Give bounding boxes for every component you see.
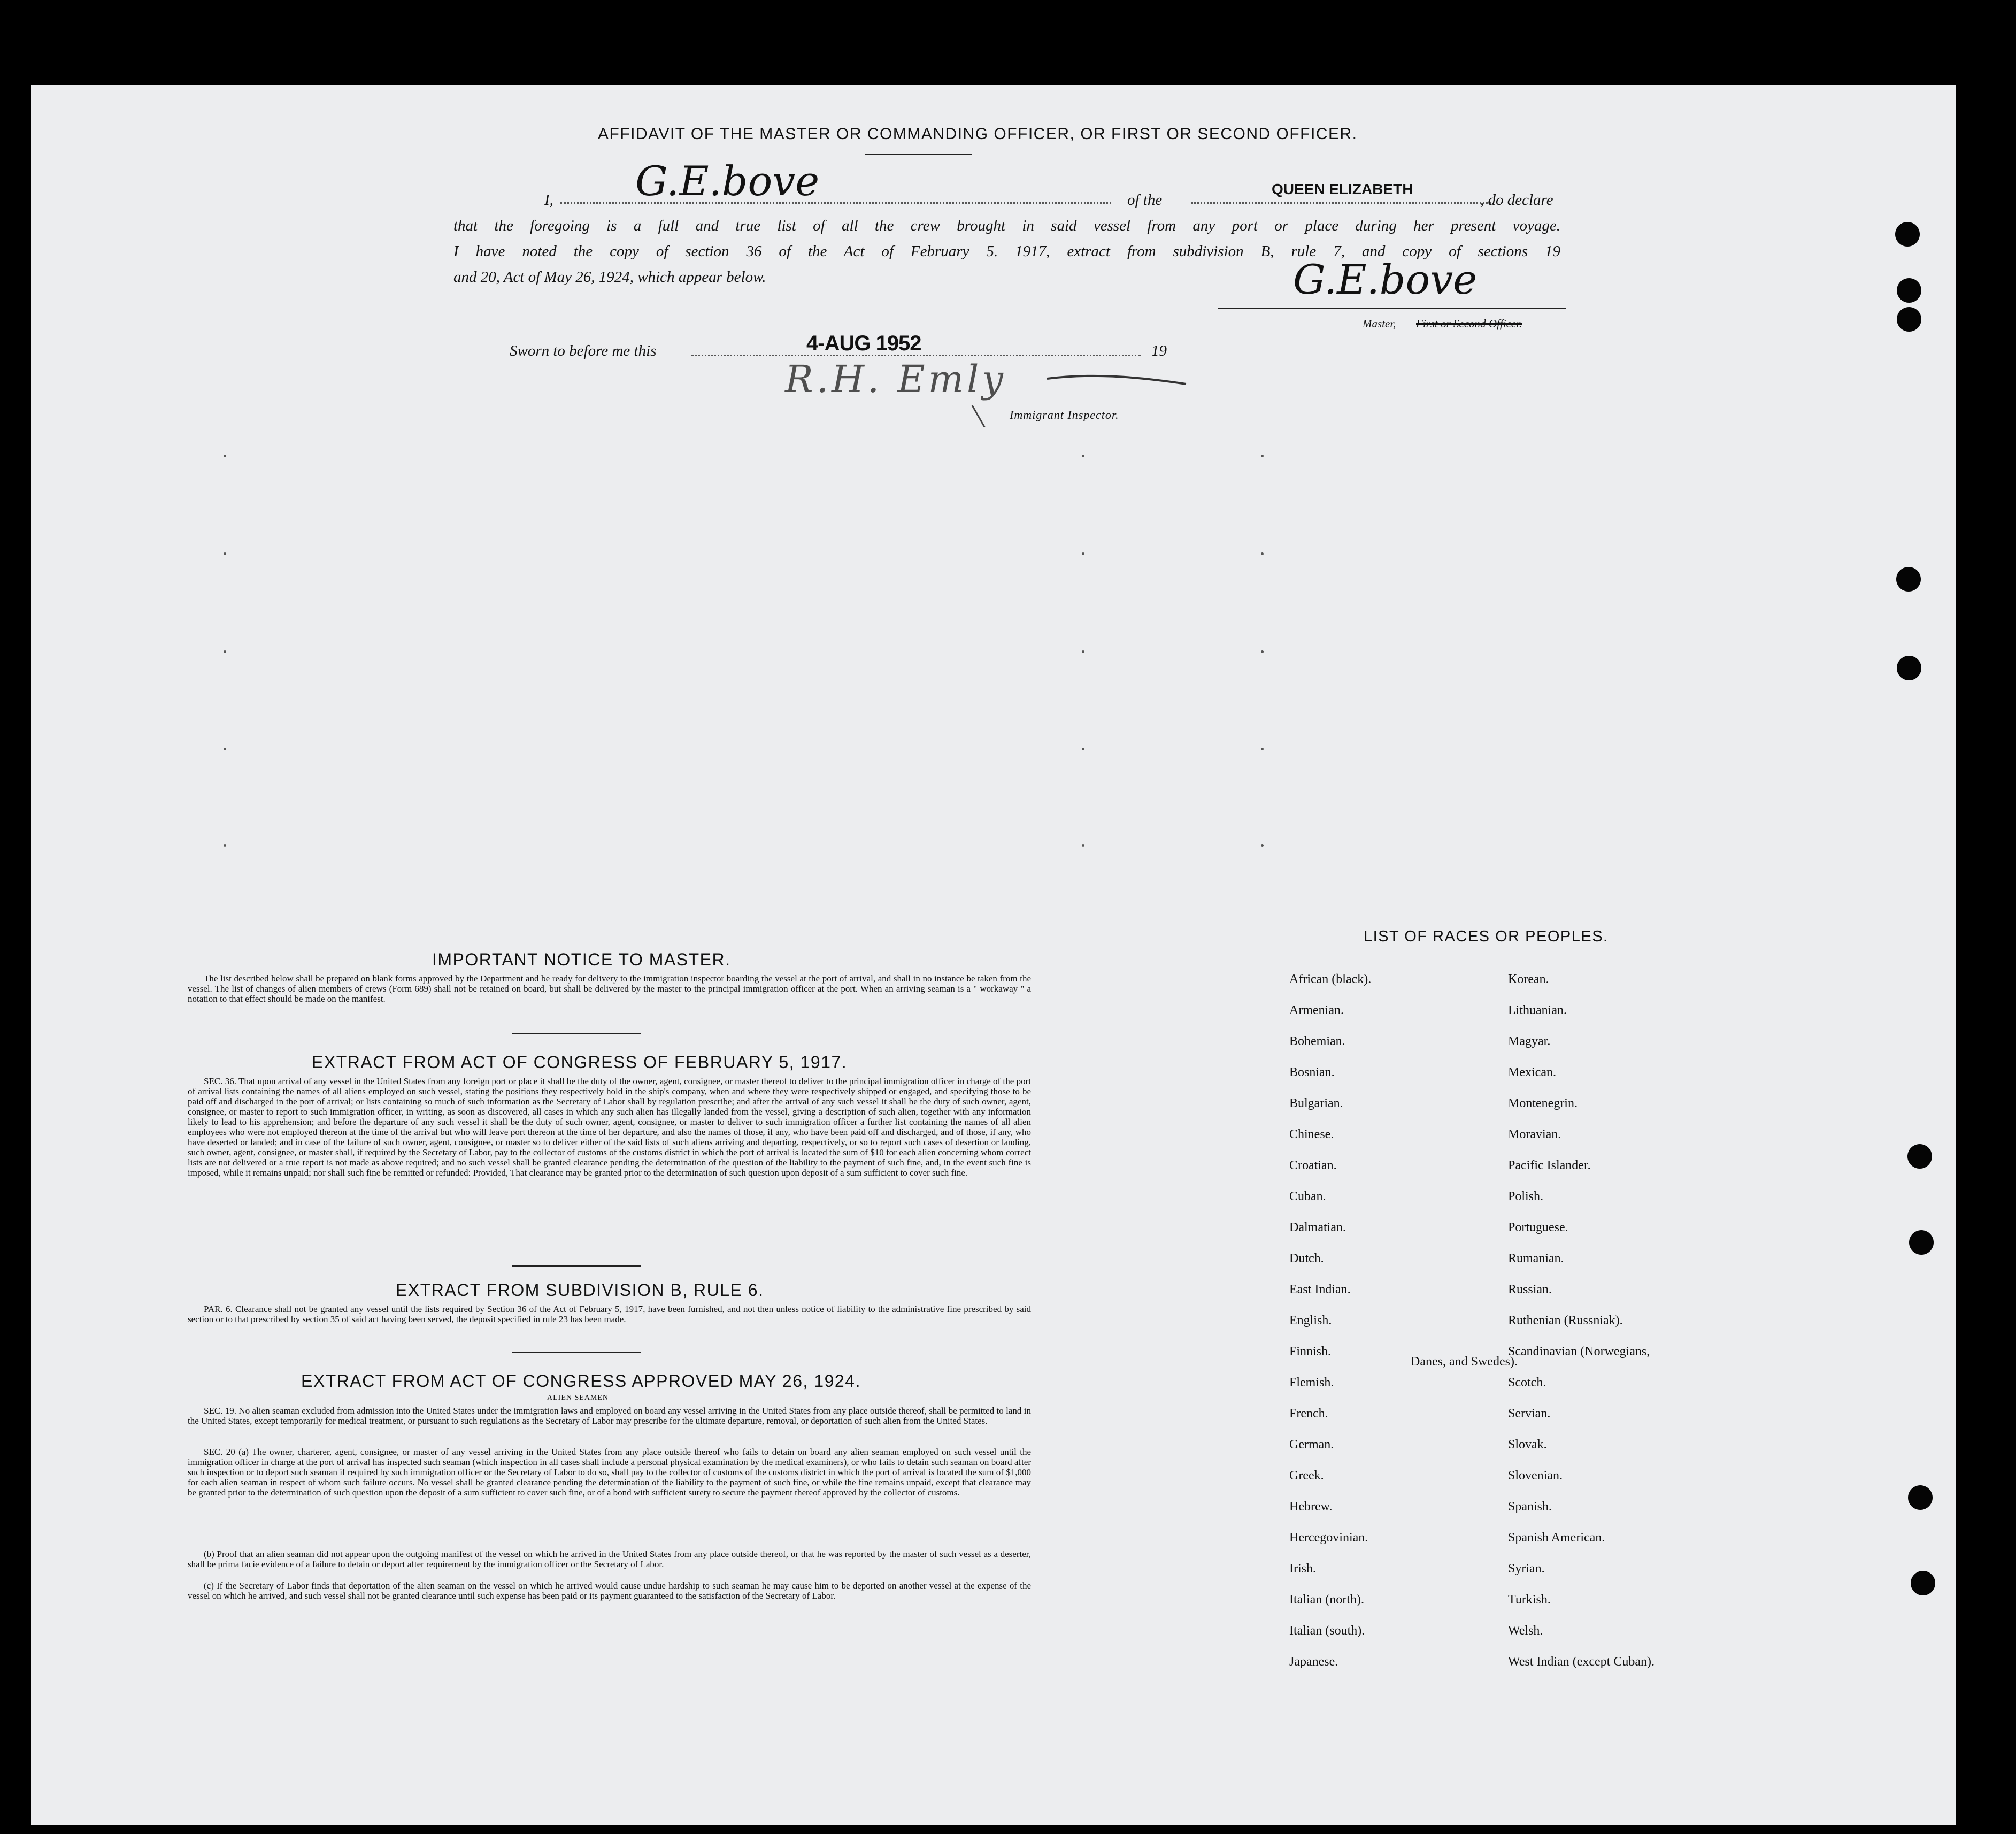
rule-6-rule [512,1352,641,1353]
struck-officer-label: First or Second Officer. [1416,317,1522,330]
race-item: Pacific Islander. [1508,1158,1591,1172]
race-item: Greek. [1289,1469,1324,1483]
race-item: Flemish. [1289,1376,1334,1390]
year-prefix: 19 [1151,342,1167,359]
race-item: Ruthenian (Russniak). [1508,1314,1623,1327]
race-item: Lithuanian. [1508,1003,1567,1017]
race-item: Servian. [1508,1407,1551,1421]
sec-20a-text: SEC. 20 (a) The owner, charterer, agent, consignee, or master of any vessel arriving in the United States from any place outside thereof who fails to detain on board any alien seaman employed on such vessel until the immigration officer in charge at the port of arrival has inspected such seaman (which inspection in all cases shall include a personal physical examination by the medical examiners), or who fails to detain such seaman on board after such inspection or to deport such seaman if required by such immigration officer or the Secretary of Labor to do so, shall pay to the collector of customs of the customs district in which the port of arrival is located the sum of $1,000 for each alien seaman in respect of whom such failure occurs. No vessel shall be granted clearance pending the determination of the liability to the payment of such fine, or while the fine remains unpaid, except that clearance may be granted prior to the determination of such question upon the deposit of a sum sufficient to cover such fine, or of a bond with sufficient surety to secure the payment thereof approved by the collector of customs. [188,1447,1031,1498]
race-item: Slovenian. [1508,1469,1563,1483]
punch-hole [1907,1144,1932,1169]
extract-1917-text: SEC. 36. That upon arrival of any vessel in the United States from any foreign port or place it shall be the duty of the owner, agent, consignee, or master thereof to deliver to the principal immigration officer in charge of the port of arrival lists containing the names of all aliens employed on such vessel, stating the positions they respectively hold in the ship's company, when and where they were respectively shipped or engaged, and specifying those to be paid off and discharged in the port of arrival; or lists containing so much of such information as the Secretary of Labor shall by regulation prescribe; and after the arrival of any such vessel it shall be the duty of such owner, agent, consignee, or master to report to such immigration officer, in writing, as soon as discovered, all cases in which any such alien has illegally landed from the vessel, giving a description of such alien, together with any information likely to lead to his apprehension; and before the departure of any such vessel it shall be the duty of such owner, agent, consignee, or master to deliver to such immigration officer a further list containing the names of all alien employees who were not employed thereon at the time of the arrival but who will leave port thereon at the time of her departure, and also the names of those, if any, who have been paid off and discharged, and of those, if any, who have deserted or landed; and in case of the failure of such owner, agent, consignee, or master so to deliver either of the said lists of such aliens arriving and departing, respectively, or so to report such cases of desertion or landing, such owner, agent, consignee, or master shall, if required by the Secretary of Labor, pay to the collector of customs of the customs district in which the port of arrival is located the sum of $10 for each alien concerning whom correct lists are not delivered or a true report is not made as above required; and no such vessel shall be granted clearance pending the determination of the question of the liability to the payment of such fine, and, in the event such fine is imposed, while it remains unpaid; nor shall such fine be remitted or refunded: Provided, That clearance may be granted prior to the determination of such question upon deposit of a sum sufficient to cover such fine. [188,1076,1031,1178]
race-item: Spanish. [1508,1500,1552,1514]
vessel-line [1191,202,1491,204]
race-item: Cuban. [1289,1190,1326,1203]
race-item: Moravian. [1508,1127,1561,1141]
race-item: Rumanian. [1508,1252,1564,1265]
master-name-signature: G.E.bove [635,157,820,205]
race-item: Bosnian. [1289,1065,1335,1079]
of-the-label: of the [1127,191,1163,209]
race-item: Turkish. [1508,1593,1551,1607]
affidavit-heading: AFFIDAVIT OF THE MASTER OR COMMANDING OFFICER, OR FIRST OR SECOND OFFICER. [598,125,1358,143]
sworn-label: Sworn to before me this [510,342,657,359]
race-item: Portuguese. [1508,1221,1568,1234]
master-signature: G.E.bove [1293,256,1478,303]
races-title: LIST OF RACES OR PEOPLES. [1364,928,1609,945]
race-item: Scandinavian (Norwegians, [1508,1345,1650,1359]
race-item: Hercegovinian. [1289,1531,1368,1545]
race-item: Montenegrin. [1508,1096,1578,1110]
race-item: Chinese. [1289,1127,1334,1141]
race-item: Hebrew. [1289,1500,1333,1514]
inspector-signature: R.H. Emly [785,357,1006,401]
race-item: Finnish. [1289,1345,1332,1359]
affidavit-line-4: and 20, Act of May 26, 1924, which appear below. [453,268,766,286]
race-item: Slovak. [1508,1438,1547,1452]
race-item: Spanish American. [1508,1531,1605,1545]
race-item: Dalmatian. [1289,1221,1346,1234]
rule-6-title: EXTRACT FROM SUBDIVISION B, RULE 6. [396,1280,764,1300]
i-label: I, [544,191,553,209]
do-declare-label: , do declare [1480,191,1553,209]
race-item: Bulgarian. [1289,1096,1343,1110]
race-item: Croatian. [1289,1158,1337,1172]
vessel-name: QUEEN ELIZABETH [1272,181,1413,197]
punch-hole [1897,278,1921,303]
extract-1917-rule [512,1265,641,1267]
extract-1924-title: EXTRACT FROM ACT OF CONGRESS APPROVED MAY 26, 1924. [301,1371,861,1391]
sec-20c-text: (c) If the Secretary of Labor finds that deportation of the alien seaman on the vessel on which he arrived would cause undue hardship to such seaman he may cause him to be deported on another vessel at the expense of the vessel on which he arrived, and such vessel shall not be granted clearance until such expense has been paid or its payment guaranteed to the satisfaction of the Secretary of Labor. [188,1580,1031,1601]
sworn-date-stamp: 4-AUG 1952 [806,332,921,355]
notice-title: IMPORTANT NOTICE TO MASTER. [432,950,731,969]
race-item: African (black). [1289,972,1372,986]
inspector-label: Immigrant Inspector. [1010,408,1119,421]
extract-1917-title: EXTRACT FROM ACT OF CONGRESS OF FEBRUARY 5, 1917. [312,1053,848,1072]
master-label: Master, [1363,317,1396,330]
punch-hole [1909,1230,1934,1255]
affidavit-line-3: I have noted the copy of section 36 of the Act of February 5. 1917, extract from subdivision B, rule 7, and copy of sections 19 [453,243,1560,260]
race-item: West Indian (except Cuban). [1508,1655,1655,1669]
document-page [31,85,1956,1825]
race-item: Magyar. [1508,1034,1551,1048]
sec-19-text: SEC. 19. No alien seaman excluded from admission into the United States under the immigration laws and employed on board any vessel arriving in the United States from any place outside thereof, shall be permitted to land in the United States, except temporarily for medical treatment, or pursuant to such regulations as the Secretary of Labor may prescribe for the ultimate departure, removal, or deportation of such alien from the United States. [188,1406,1031,1426]
race-item: English. [1289,1314,1332,1327]
race-item: Scotch. [1508,1376,1546,1390]
race-item: Polish. [1508,1190,1544,1203]
master-signature-line [1218,308,1566,309]
race-scandinavian-continued: Danes, and Swedes). [1411,1355,1518,1369]
race-item: German. [1289,1438,1334,1452]
punch-hole [1896,567,1921,592]
heading-rule [865,154,972,155]
notice-rule [512,1033,641,1034]
race-item: Italian (north). [1289,1593,1364,1607]
race-item: French. [1289,1407,1328,1421]
sec-20b-text: (b) Proof that an alien seaman did not appear upon the outgoing manifest of the vessel on which he arrived in the United States from any place outside thereof, or that he was reported by the master of such vessel as a deserter, shall be prima facie evidence of a failure to detain or deport after requirement by the immigration officer or the Secretary of Labor. [188,1549,1031,1569]
punch-hole [1897,307,1921,332]
race-item: Mexican. [1508,1065,1556,1079]
race-item: Russian. [1508,1283,1552,1296]
race-item: Dutch. [1289,1252,1324,1265]
race-item: Welsh. [1508,1624,1543,1638]
punch-hole [1895,222,1920,247]
race-item: East Indian. [1289,1283,1351,1296]
race-item: Japanese. [1289,1655,1338,1669]
rule-6-text: PAR. 6. Clearance shall not be granted any vessel until the lists required by Section 36 of the Act of February 5, 1917, have been furnished, and not then unless notice of liability to the administrative fine prescribed by said section or to that prescribed by section 35 of said act having been served, the deposit specified in rule 23 has been made. [188,1304,1031,1324]
race-item: Armenian. [1289,1003,1344,1017]
race-item: Syrian. [1508,1562,1545,1576]
alien-seamen-subtitle: ALIEN SEAMEN [547,1394,609,1402]
race-item: Korean. [1508,972,1549,986]
punch-hole [1897,656,1921,680]
affidavit-line-2: that the foregoing is a full and true list of all the crew brought in said vessel from any port or place during her present voyage. [453,217,1560,234]
race-item: Italian (south). [1289,1624,1365,1638]
race-item: Irish. [1289,1562,1316,1576]
punch-hole [1911,1571,1935,1595]
race-item: Bohemian. [1289,1034,1345,1048]
notice-text: The list described below shall be prepared on blank forms approved by the Department and be ready for delivery to the immigration inspector boarding the vessel at the port of arrival, and shall in no instance be taken from the vessel. The list of changes of alien members of crews (Form 689) shall not be retained on board, but shall be delivered by the master to the principal immigration officer at the port. When an arriving seaman is a " workaway " a notation to that effect should be made on the manifest. [188,973,1031,1004]
inspector-signature-strokes [715,363,1197,427]
punch-hole [1908,1485,1933,1510]
